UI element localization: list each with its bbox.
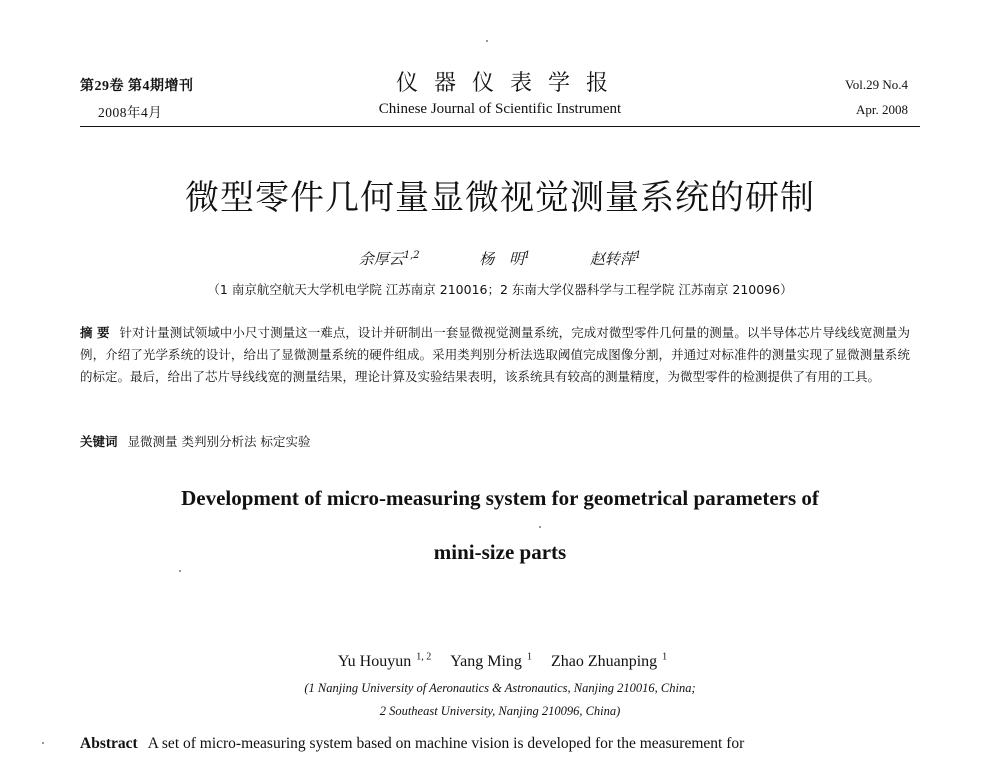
affiliation-en-line2: 2 Southeast University, Nanjing 210096, China) bbox=[379, 704, 621, 718]
date-cn: 2008年4月 bbox=[98, 105, 163, 120]
author-cn: 杨 明$^1$ bbox=[479, 250, 531, 268]
date-en: Apr. 2008 bbox=[856, 102, 908, 117]
journal-title-cn: 仪器仪表学报 bbox=[395, 71, 624, 96]
scan-speck bbox=[179, 570, 181, 572]
scan-speck bbox=[42, 742, 44, 744]
author-list-cn bbox=[0, 248, 1000, 269]
volume-issue-cn: 第29卷 第4期增刊 bbox=[80, 79, 194, 94]
abstract-cn bbox=[80, 322, 910, 388]
author-en: Yu Houyun $^{1, 2}$ bbox=[337, 652, 432, 671]
affiliation-cn: （1 南京航空航天大学机电学院 江苏南京 210016；2 东南大学仪器科学与工程学院 江苏南京 210096） bbox=[207, 282, 793, 297]
scan-speck bbox=[486, 40, 488, 42]
paper-title-en-line1: Development of micro-measuring system for geometrical parameters of bbox=[181, 486, 819, 510]
author-cn: 余厚云$^{1,2}$ bbox=[358, 250, 420, 268]
header-rule bbox=[80, 126, 920, 127]
author-list-en bbox=[0, 652, 1000, 671]
journal-title-en: Chinese Journal of Scientific Instrument bbox=[378, 101, 622, 117]
affiliation-en-line1: (1 Nanjing University of Aeronautics & Astronautics, Nanjing 210016, China; bbox=[304, 681, 696, 695]
keywords-text-cn: 显微测量 类判别分析法 标定实验 bbox=[127, 434, 311, 449]
abstract-en bbox=[80, 733, 920, 755]
abstract-text-en: A set of micro-measuring system based on machine vision is developed for the measurement for bbox=[147, 735, 745, 752]
abstract-label-en: Abstract bbox=[80, 735, 138, 752]
author-en: Zhao Zhuanping $^1$ bbox=[550, 652, 668, 671]
volume-issue-en: Vol.29 No.4 bbox=[845, 77, 908, 92]
author-cn: 赵转萍$^1$ bbox=[589, 250, 642, 268]
paper-title-cn: 微型零件几何量显微视觉测量系统的研制 bbox=[185, 178, 815, 218]
abstract-text-cn: 针对计量测试领域中小尺寸测量这一难点，设计并研制出一套显微视觉测量系统，完成对微型零件几何量的测量。以半导体芯片导线线宽测量为例，介绍了光学系统的设计，给出了显微测量系统的硬件组成。采用类判别分析法选取阈值完成图像分割，并通过对标准件的测量实现了显微测量系统的标定。最后，给出了芯片导线线宽的测量结果，理论计算及实验结果表明，该系统具有较高的测量精度，为微型零件的检测提供了有用的工具。 bbox=[80, 325, 910, 384]
keywords-cn bbox=[80, 432, 310, 450]
abstract-label-cn: 摘 要 bbox=[80, 325, 110, 340]
paper-title-en-line2: mini-size parts bbox=[433, 540, 567, 564]
keywords-label-cn: 关键词 bbox=[80, 434, 118, 449]
scan-speck bbox=[539, 526, 541, 528]
author-en: Yang Ming $^1$ bbox=[450, 652, 532, 671]
